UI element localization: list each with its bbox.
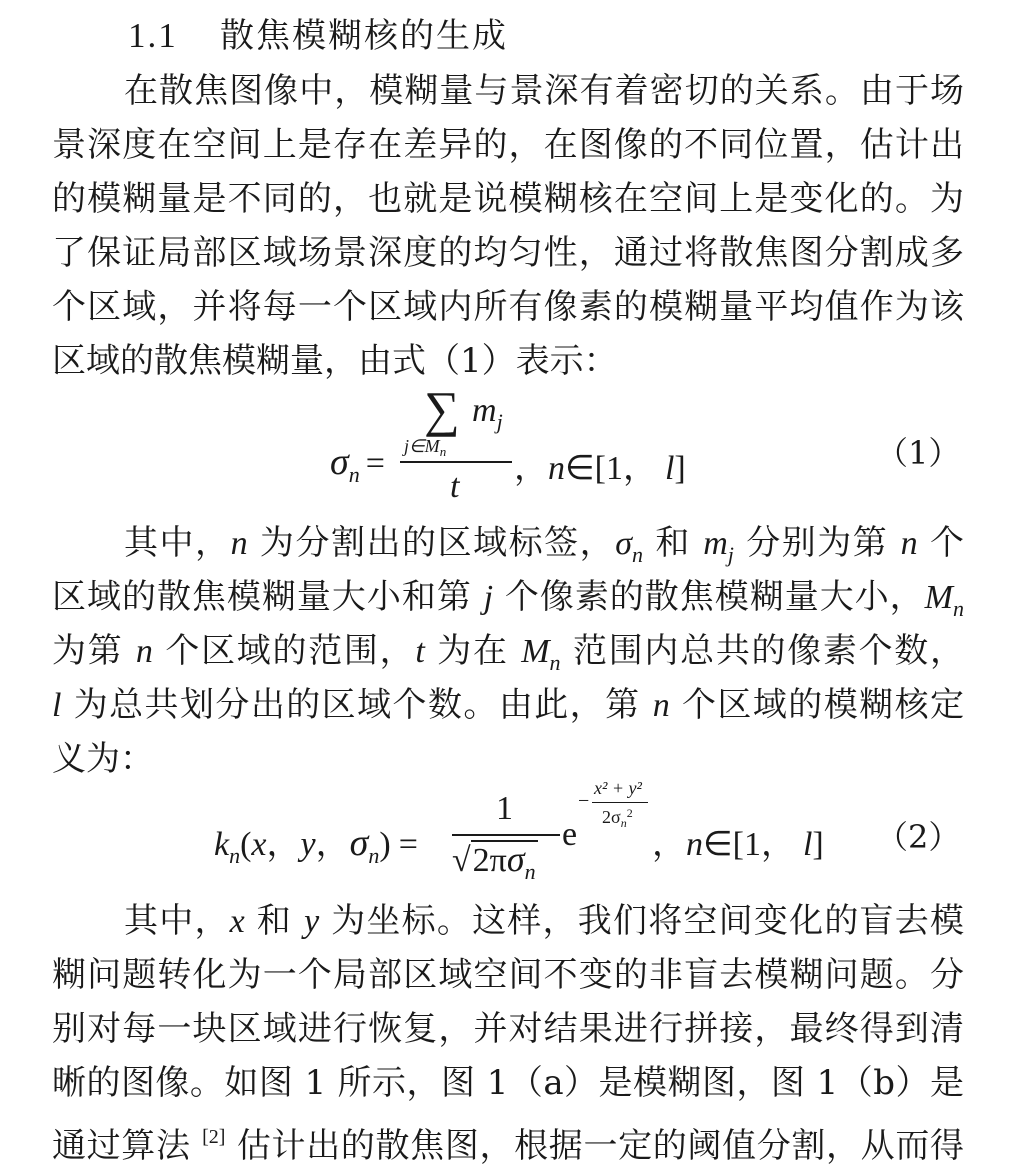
eq1-domain: ，n∈[1， l] <box>514 450 686 487</box>
paragraph-line: 义为： <box>52 739 154 779</box>
eq2-exponent-minus: − <box>578 790 590 812</box>
eq1-number: （1） <box>876 434 961 472</box>
paragraph-line: 了保证局部区域场景深度的均匀性，通过将散焦图分割成多 <box>52 233 964 273</box>
eq2-exponential-base: e <box>562 816 578 853</box>
section-title: 散焦模糊核的生成 <box>220 16 508 56</box>
paragraph-3 <box>52 894 964 1164</box>
eq2-exponent-bar <box>592 802 648 803</box>
eq2-numerator: 1 <box>496 790 513 827</box>
eq2-exponent-numerator: x² + y² <box>594 778 642 798</box>
paragraph-line: 的模糊量是不同的，也就是说模糊核在空间上是变化的。为 <box>52 179 964 219</box>
paragraph-line: 区域的散焦模糊量，由式（1）表示： <box>52 341 618 381</box>
paragraph-line: 晰的图像。如图 1 所示，图 1（a）是模糊图，图 1（b）是 <box>52 1063 964 1103</box>
eq1-denominator: t <box>450 468 460 505</box>
eq2-fraction-bar <box>452 834 560 836</box>
paragraph-line: 在散焦图像中，模糊量与景深有着密切的关系。由于场 <box>124 71 964 111</box>
paragraph-line: 糊问题转化为一个局部区域空间不变的非盲去模糊问题。分 <box>52 955 964 995</box>
eq1-numerator: $m_j$ <box>472 392 503 434</box>
eq1-fraction-bar <box>400 461 512 463</box>
paragraph-line: 通过算法 [2] 估计出的散焦图，根据一定的阈值分割，从而得 <box>52 1126 964 1164</box>
paragraph-line: 其中，n 为分割出的区域标签，$\sigma_n$ 和 $m_j$ 分别为第 n 个 <box>124 523 964 567</box>
paragraph-line: 别对每一块区域进行恢复，并对结果进行拼接，最终得到清 <box>52 1009 964 1049</box>
paragraph-line: 区域的散焦模糊量大小和第 j 个像素的散焦模糊量大小，$M_n$ <box>52 577 964 621</box>
paragraph-line: l 为总共划分出的区域个数。由此，第 n 个区域的模糊核定 <box>52 685 964 725</box>
citation-ref[interactable]: [2] <box>202 1126 226 1148</box>
eq1-sum-subscript: $j\in M_n$ <box>404 436 447 459</box>
eq2-number: （2） <box>876 818 961 856</box>
eq1-sum-symbol: ∑ <box>424 381 460 437</box>
eq1-lhs: $\sigma_n$ = <box>330 441 385 487</box>
paragraph-line: 个区域，并将每一个区域内所有像素的模糊量平均值作为该 <box>52 287 964 327</box>
section-heading <box>128 12 508 60</box>
paragraph-line: 为第 n 个区域的范围，t 为在 $M_n$ 范围内总共的像素个数， <box>52 631 964 675</box>
section-number: 1.1 <box>128 16 178 55</box>
eq2-exponent-denominator: $2\sigma_n^2$ <box>602 806 633 830</box>
paragraph-2 <box>52 516 964 786</box>
paragraph-1 <box>52 64 964 388</box>
eq2-denominator: $√2\pi\sigma_n$ <box>452 839 536 884</box>
paragraph-line: 景深度在空间上是存在差异的，在图像的不同位置，估计出 <box>52 125 964 165</box>
paragraph-line: 其中，x 和 y 为坐标。这样，我们将空间变化的盲去模 <box>124 901 964 941</box>
eq2-lhs: $k_n(x$，y，$\sigma_n$) = <box>214 822 418 868</box>
eq2-domain: ，n∈[1， l] <box>652 826 824 863</box>
